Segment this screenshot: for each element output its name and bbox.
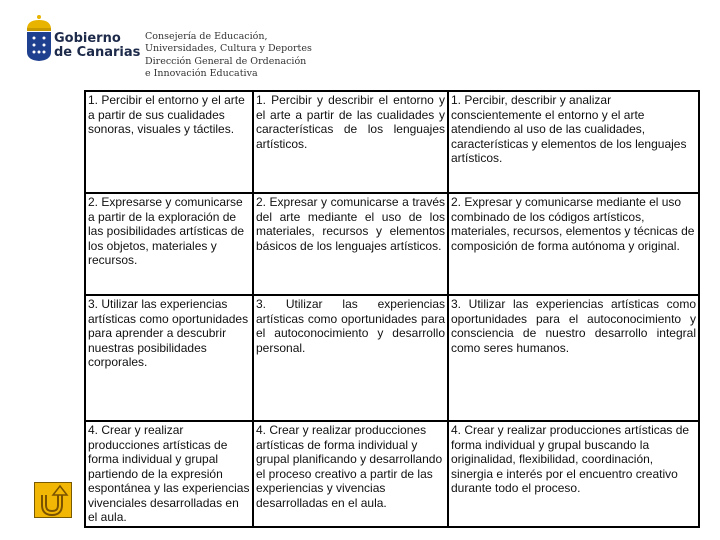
table-cell: 1. Percibir y describir el entorno y el arte a partir de las cualidades y características de los lenguajes artísticos. [253,91,448,193]
table-row [85,295,699,421]
table-cell: 2. Expresar y comunicarse mediante el uso combinado de los códigos artísticos, materiales, recursos, elementos y técnicas de composición de forma autónoma y original. [448,193,699,295]
dept-line: e Innovación Educativa [145,67,258,79]
table-cell: 2. Expresarse y comunicarse a partir de la exploración de las posibilidades artísticas de los objetos, materiales y recursos. [85,193,253,295]
u-turn-arrow-icon [35,483,71,517]
brand-line: de Canarias [54,45,141,60]
table-cell: 3. Utilizar las experiencias artísticas como oportunidades para el autoconocimiento y desarrollo personal. [253,295,448,421]
objectives-table [84,90,700,528]
table-cell: 4. Crear y realizar producciones artísticas de forma individual y grupal buscando la originalidad, flexibilidad, coordinación, sinergia e interés por el encuentro creativo durante todo el proceso. [448,421,699,527]
department-name [145,31,312,79]
table-cell: 1. Percibir, describir y analizar conscientemente el entorno y el arte atendiendo al uso de las cualidades, características y elementos de los lenguajes artísticos. [448,91,699,193]
table-cell: 2. Expresar y comunicarse a través del arte mediante el uso de los materiales, recursos y elementos básicos de los lenguajes artísticos. [253,193,448,295]
table-cell: 4. Crear y realizar producciones artísticas de forma individual y grupal planificando y desarrollando el proceso creativo a partir de las experiencias y vivencias desarrolladas en el aula. [253,421,448,527]
table-row [85,421,699,527]
table-cell: 3. Utilizar las experiencias artísticas como oportunidades para el autoconocimiento y consciencia de nuestro desarrollo integral como seres humanos. [448,295,699,421]
dept-line: Consejería de Educación, [145,31,268,42]
back-button[interactable] [34,482,72,518]
table-cell: 1. Percibir el entorno y el arte a partir de sus cualidades sonoras, visuales y táctiles. [85,91,253,193]
brand-line: Gobierno [54,31,121,46]
dept-line: Universidades, Cultura y Deportes [145,42,312,54]
brand-name [54,32,140,60]
dept-line: Dirección General de Ordenación [145,56,307,67]
table-row [85,91,699,193]
table-cell: 4. Crear y realizar producciones artísticas de forma individual y grupal partiendo de la expresión espontánea y las experiencias vivenciales desarrolladas en el aula. [85,421,253,527]
table-cell: 3. Utilizar las experiencias artísticas como oportunidades para aprender a descubrir nuestras posibilidades corporales. [85,295,253,421]
table-row [85,193,699,295]
